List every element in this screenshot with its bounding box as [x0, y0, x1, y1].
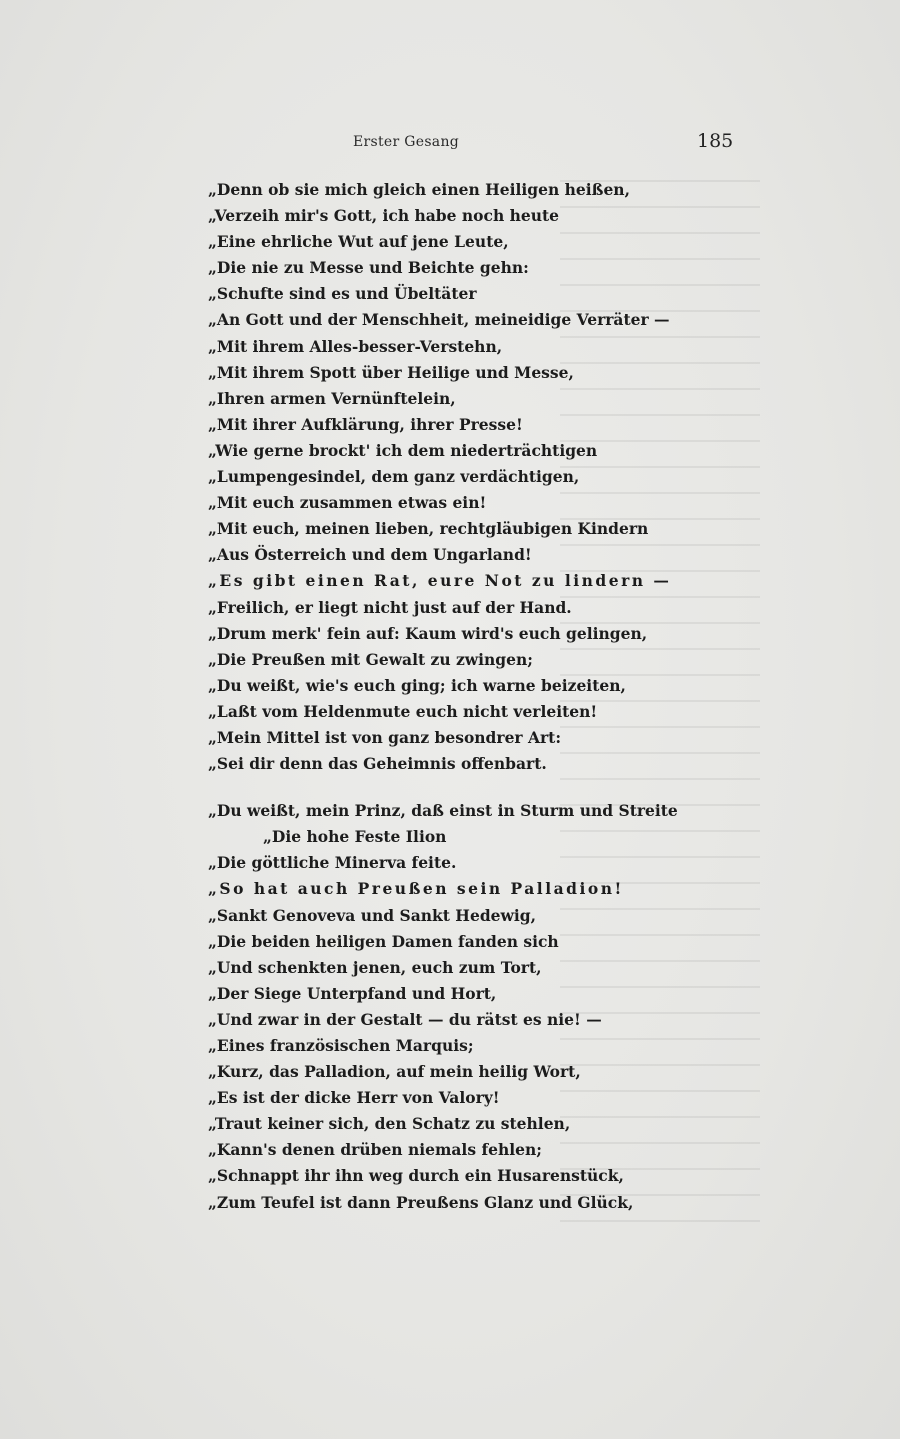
page-header	[0, 130, 900, 158]
poem-line: „Du weißt, wie's euch ging; ich warne beizeiten,	[208, 675, 626, 695]
poem-line: „Die beiden heiligen Damen fanden sich	[208, 931, 559, 951]
poem-line: „So hat auch Preußen sein Palladion!	[208, 879, 624, 899]
poem-line: „Mit ihrem Spott über Heilige und Messe,	[208, 362, 574, 382]
poem-line: „Kurz, das Palladion, auf mein heilig Wort,	[208, 1062, 581, 1082]
poem-line: „Traut keiner sich, den Schatz zu stehlen,	[208, 1114, 571, 1134]
poem-line: „Und zwar in der Gestalt — du rätst es nie! —	[208, 1009, 602, 1029]
poem-line: „Freilich, er liegt nicht just auf der Hand.	[208, 597, 572, 617]
poem-line: „Denn ob sie mich gleich einen Heiligen heißen,	[208, 180, 630, 199]
poem-line: „Mit euch zusammen etwas ein!	[208, 493, 487, 513]
poem-line: „Schufte sind es und Übeltäter	[208, 284, 477, 304]
poem-line: „Die Preußen mit Gewalt zu zwingen;	[208, 649, 533, 669]
stanza-2	[208, 798, 688, 1216]
poem-line: „Ihren armen Vernünftelein,	[208, 388, 456, 408]
poem-line: „Mit euch, meinen lieben, rechtgläubigen Kindern	[208, 519, 649, 539]
poem-line: „Kann's denen drüben niemals fehlen;	[208, 1140, 542, 1160]
poem-line: „Schnappt ihr ihn weg durch ein Husarenstück,	[208, 1166, 624, 1186]
poem-line: „Mein Mittel ist von ganz besondrer Art:	[208, 727, 562, 747]
poem-line: „Verzeih mir's Gott, ich habe noch heute	[208, 206, 560, 226]
stanza-break	[208, 777, 688, 798]
poem-line: „Sankt Genoveva und Sankt Hedewig,	[208, 905, 536, 925]
running-head: Erster Gesang	[353, 134, 460, 150]
poem-line: „Die nie zu Messe und Beichte gehn:	[208, 258, 529, 278]
poem-line: „Eines französischen Marquis;	[208, 1036, 474, 1055]
poem-line: „Sei dir denn das Geheimnis offenbart.	[208, 754, 547, 774]
poem-line: „Der Siege Unterpfand und Hort,	[208, 983, 497, 1003]
page-number: 185	[697, 130, 734, 152]
poem-line: „Drum merk' fein auf: Kaum wird's euch gelingen,	[208, 623, 648, 643]
poem-line: „Laßt vom Heldenmute euch nicht verleiten!	[208, 701, 598, 721]
poem-text	[208, 177, 688, 1216]
stanza-1	[208, 177, 688, 777]
poem-line: „Und schenkten jenen, euch zum Tort,	[208, 957, 542, 977]
poem-line: „Es ist der dicke Herr von Valory!	[208, 1088, 500, 1108]
poem-line: „An Gott und der Menschheit, meineidige Verräter —	[208, 310, 670, 330]
poem-line: „Zum Teufel ist dann Preußens Glanz und Glück,	[208, 1192, 634, 1212]
poem-line: „Eine ehrliche Wut auf jene Leute,	[208, 232, 509, 252]
poem-line: „Die göttliche Minerva feite.	[208, 853, 457, 873]
poem-line: „Du weißt, mein Prinz, daß einst in Sturm und Streite	[208, 801, 678, 821]
poem-line: „Lumpengesindel, dem ganz verdächtigen,	[208, 467, 580, 487]
poem-line: „Aus Österreich und dem Ungarland!	[208, 545, 532, 565]
poem-line: „Mit ihrer Aufklärung, ihrer Presse!	[208, 414, 523, 434]
poem-line: „Wie gerne brockt' ich dem niederträchtigen	[208, 440, 598, 460]
poem-line: „Es gibt einen Rat, eure Not zu lindern —	[208, 571, 672, 591]
poem-line: „Mit ihrem Alles-besser-Verstehn,	[208, 336, 503, 356]
poem-line: „Die hohe Feste Ilion	[263, 827, 447, 847]
